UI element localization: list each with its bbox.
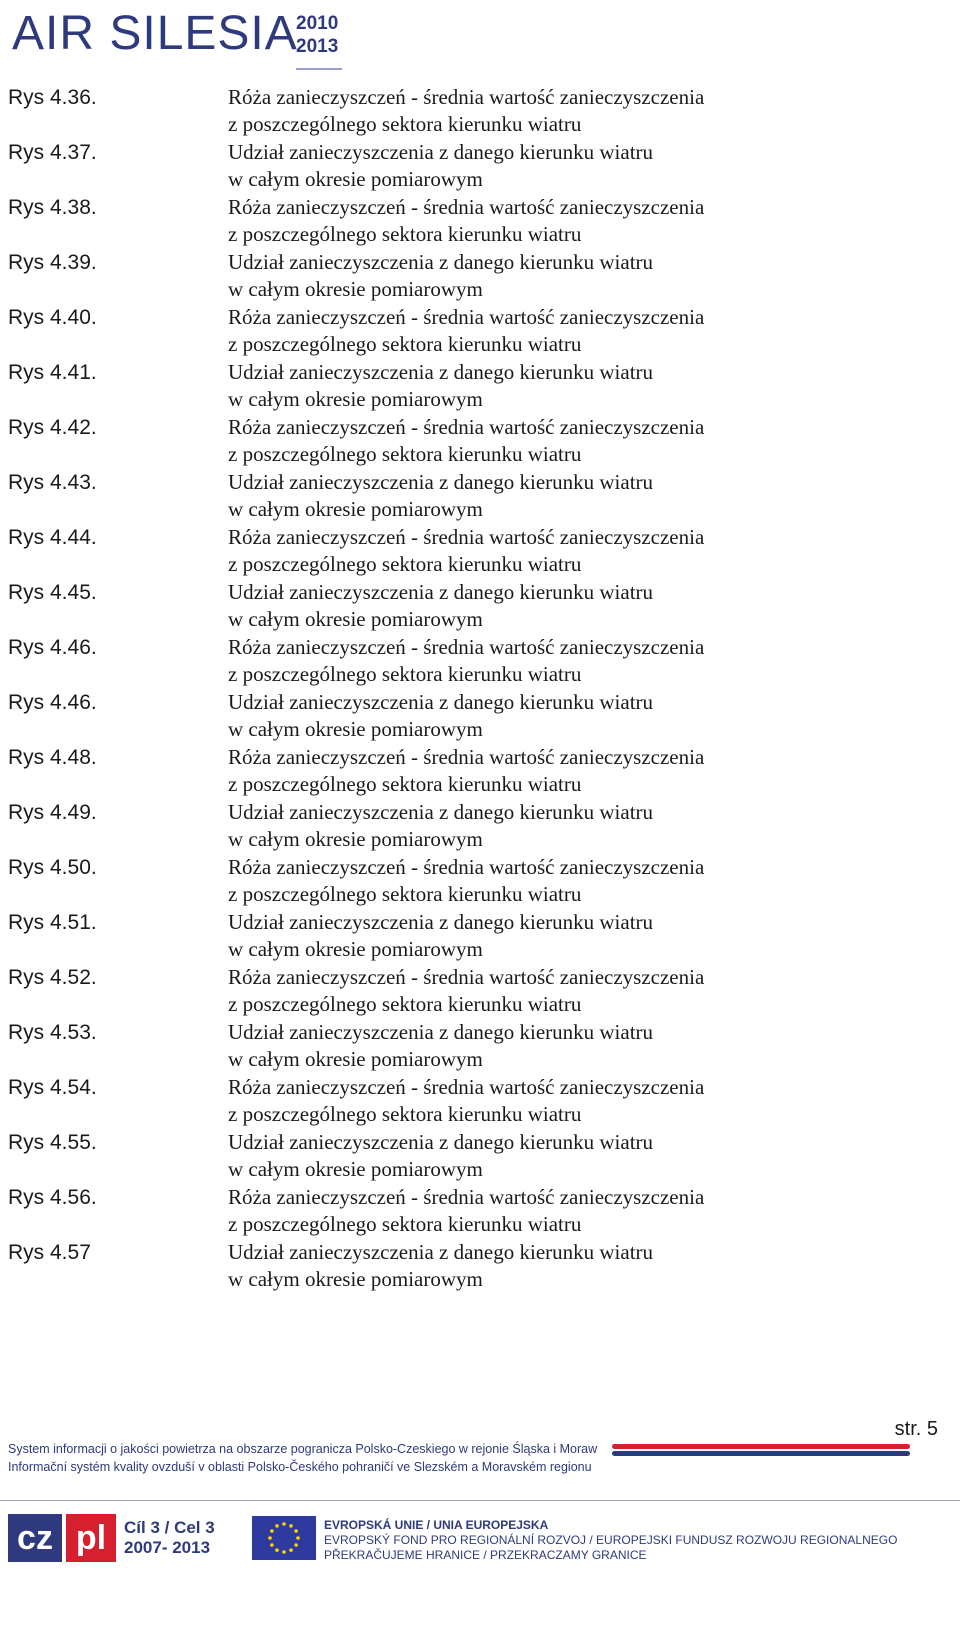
figure-list-item xyxy=(8,1019,908,1074)
header xyxy=(12,4,412,70)
figure-list-item xyxy=(8,84,908,139)
figure-caption xyxy=(228,579,888,633)
figure-caption-line: w całym okresie pomiarowym xyxy=(228,387,483,411)
figure-caption xyxy=(228,689,888,743)
figure-list-item xyxy=(8,689,908,744)
figure-number: Rys 4.37. xyxy=(8,141,97,164)
figure-number: Rys 4.43. xyxy=(8,471,97,494)
figure-caption xyxy=(228,634,888,688)
figure-caption-line: z poszczególnego sektora kierunku wiatru xyxy=(228,442,582,466)
eu-funding-info xyxy=(324,1518,898,1563)
figure-caption-line: w całym okresie pomiarowym xyxy=(228,937,483,961)
figure-caption xyxy=(228,1019,888,1073)
figure-caption xyxy=(228,1239,888,1293)
figure-caption-line: z poszczególnego sektora kierunku wiatru xyxy=(228,222,582,246)
figure-caption xyxy=(228,964,888,1018)
figure-number: Rys 4.41. xyxy=(8,361,97,384)
figure-list-item xyxy=(8,1239,908,1294)
figure-caption xyxy=(228,909,888,963)
figure-caption-line: w całym okresie pomiarowym xyxy=(228,1157,483,1181)
figure-caption xyxy=(228,524,888,578)
air-silesia-logo: AIR SILESIA xyxy=(12,7,298,60)
figure-list-item xyxy=(8,194,908,249)
figure-number: Rys 4.50. xyxy=(8,856,97,879)
figure-caption-line: Udział zanieczyszczenia z danego kierunku wiatru xyxy=(228,1130,654,1154)
figure-caption-line: z poszczególnego sektora kierunku wiatru xyxy=(228,882,582,906)
figure-caption-line: Róża zanieczyszczeń - średnia wartość zanieczyszczenia xyxy=(228,1185,705,1209)
figure-caption-line: Róża zanieczyszczeń - średnia wartość zanieczyszczenia xyxy=(228,745,705,769)
figure-number: Rys 4.54. xyxy=(8,1076,97,1099)
figure-list-item xyxy=(8,634,908,689)
figure-list-item xyxy=(8,1074,908,1129)
cz-pl-logo xyxy=(8,1514,116,1564)
figure-number: Rys 4.49. xyxy=(8,801,97,824)
eu-star-icon xyxy=(282,1550,286,1554)
cz-logo-block: cz xyxy=(8,1514,62,1562)
figure-number: Rys 4.39. xyxy=(8,251,97,274)
figure-caption-line: Udział zanieczyszczenia z danego kierunku wiatru xyxy=(228,360,654,384)
eu-star-icon xyxy=(270,1543,274,1547)
eu-star-icon xyxy=(275,1548,279,1552)
figure-caption-line: Róża zanieczyszczeń - średnia wartość zanieczyszczenia xyxy=(228,525,705,549)
figure-number: Rys 4.40. xyxy=(8,306,97,329)
figure-caption-line: z poszczególnego sektora kierunku wiatru xyxy=(228,772,582,796)
figure-caption-line: Udział zanieczyszczenia z danego kierunku wiatru xyxy=(228,800,654,824)
footer-divider xyxy=(0,1500,960,1501)
figure-caption-line: w całym okresie pomiarowym xyxy=(228,167,483,191)
figure-caption-line: w całym okresie pomiarowym xyxy=(228,827,483,851)
figure-caption-line: w całym okresie pomiarowym xyxy=(228,1267,483,1291)
figure-caption xyxy=(228,139,888,193)
figure-number: Rys 4.51. xyxy=(8,911,97,934)
figure-list-item xyxy=(8,964,908,1019)
figure-caption-line: Róża zanieczyszczeń - średnia wartość zanieczyszczenia xyxy=(228,1075,705,1099)
figure-number: Rys 4.44. xyxy=(8,526,97,549)
figure-list-item xyxy=(8,304,908,359)
figure-list-item xyxy=(8,249,908,304)
footer-info-czech: Informační systém kvality ovzduší v oblasti Polsko-Českého pohraničí ve Slezském a Moravském regionu xyxy=(8,1460,592,1474)
eu-fund-name: EVROPSKÝ FOND PRO REGIONÁLNÍ ROZVOJ / EUROPEJSKI FUNDUSZ ROZWOJU REGIONALNEGO xyxy=(324,1533,898,1547)
eu-star-icon xyxy=(294,1543,298,1547)
figure-list-item xyxy=(8,1129,908,1184)
eu-flag-icon xyxy=(252,1516,316,1560)
eu-star-icon xyxy=(289,1524,293,1528)
footer-stripe-blue xyxy=(612,1451,910,1456)
figure-caption-line: Róża zanieczyszczeń - średnia wartość zanieczyszczenia xyxy=(228,965,705,989)
figure-caption xyxy=(228,304,888,358)
footer-stripe-red xyxy=(612,1444,910,1449)
figure-caption xyxy=(228,799,888,853)
figure-caption xyxy=(228,744,888,798)
figure-caption-line: z poszczególnego sektora kierunku wiatru xyxy=(228,1102,582,1126)
figure-caption xyxy=(228,194,888,248)
figure-caption-line: Róża zanieczyszczeń - średnia wartość zanieczyszczenia xyxy=(228,305,705,329)
program-objective-label: Cíl 3 / Cel 3 xyxy=(124,1518,215,1537)
figure-caption-line: Udział zanieczyszczenia z danego kierunku wiatru xyxy=(228,910,654,934)
figure-caption xyxy=(228,1074,888,1128)
figure-list-item xyxy=(8,469,908,524)
figure-caption-line: z poszczególnego sektora kierunku wiatru xyxy=(228,1212,582,1236)
figure-caption xyxy=(228,249,888,303)
figure-list-item xyxy=(8,744,908,799)
header-divider xyxy=(296,68,342,70)
eu-star-icon xyxy=(289,1548,293,1552)
eu-star-icon xyxy=(270,1529,274,1533)
figure-caption xyxy=(228,469,888,523)
footer-project-info xyxy=(8,1440,598,1476)
eu-star-icon xyxy=(275,1524,279,1528)
figure-caption-line: Udział zanieczyszczenia z danego kierunku wiatru xyxy=(228,1020,654,1044)
figure-list-item xyxy=(8,909,908,964)
figure-number: Rys 4.57 xyxy=(8,1241,91,1264)
eu-star-icon xyxy=(282,1522,286,1526)
figure-number: Rys 4.52. xyxy=(8,966,97,989)
figure-caption-line: z poszczególnego sektora kierunku wiatru xyxy=(228,552,582,576)
eu-star-icon xyxy=(294,1529,298,1533)
figure-caption-line: Róża zanieczyszczeń - średnia wartość zanieczyszczenia xyxy=(228,195,705,219)
figure-number: Rys 4.46. xyxy=(8,636,97,659)
figure-caption xyxy=(228,1129,888,1183)
figure-caption-line: z poszczególnego sektora kierunku wiatru xyxy=(228,332,582,356)
figure-caption-line: Udział zanieczyszczenia z danego kierunku wiatru xyxy=(228,690,654,714)
footer-info-polish: System informacji o jakości powietrza na obszarze pogranicza Polsko-Czeskiego w rejonie Śląska i Moraw xyxy=(8,1442,598,1456)
figure-list-item xyxy=(8,359,908,414)
figure-list-item xyxy=(8,139,908,194)
figure-caption xyxy=(228,854,888,908)
figure-caption-line: w całym okresie pomiarowym xyxy=(228,717,483,741)
figure-caption-line: w całym okresie pomiarowym xyxy=(228,497,483,521)
year-end: 2013 xyxy=(296,36,339,57)
figure-number: Rys 4.55. xyxy=(8,1131,97,1154)
figure-number: Rys 4.42. xyxy=(8,416,97,439)
figure-caption-line: Udział zanieczyszczenia z danego kierunku wiatru xyxy=(228,1240,654,1264)
project-years xyxy=(296,12,338,58)
figure-caption-line: Róża zanieczyszczeń - średnia wartość zanieczyszczenia xyxy=(228,855,705,879)
program-objective xyxy=(124,1518,215,1558)
figure-caption xyxy=(228,359,888,413)
figure-list-item xyxy=(8,854,908,909)
figure-caption-line: Udział zanieczyszczenia z danego kierunku wiatru xyxy=(228,470,654,494)
figure-number: Rys 4.48. xyxy=(8,746,97,769)
figure-caption-line: z poszczególnego sektora kierunku wiatru xyxy=(228,112,582,136)
figure-number: Rys 4.46. xyxy=(8,691,97,714)
program-period: 2007- 2013 xyxy=(124,1538,211,1557)
figure-list-item xyxy=(8,799,908,854)
eu-motto: PŘEKRAČUJEME HRANICE / PRZEKRACZAMY GRANICE xyxy=(324,1548,647,1562)
figure-caption-line: Róża zanieczyszczeń - średnia wartość zanieczyszczenia xyxy=(228,415,705,439)
figure-caption-line: Udział zanieczyszczenia z danego kierunku wiatru xyxy=(228,250,654,274)
figure-caption xyxy=(228,84,888,138)
figure-caption-line: w całym okresie pomiarowym xyxy=(228,607,483,631)
figure-caption-line: z poszczególnego sektora kierunku wiatru xyxy=(228,662,582,686)
figure-list-item xyxy=(8,524,908,579)
figure-caption xyxy=(228,1184,888,1238)
figure-list-item xyxy=(8,1184,908,1239)
figure-caption-line: Udział zanieczyszczenia z danego kierunku wiatru xyxy=(228,140,654,164)
figure-number: Rys 4.38. xyxy=(8,196,97,219)
figure-caption xyxy=(228,414,888,468)
figure-number: Rys 4.53. xyxy=(8,1021,97,1044)
figure-caption-line: w całym okresie pomiarowym xyxy=(228,277,483,301)
figure-caption-line: z poszczególnego sektora kierunku wiatru xyxy=(228,992,582,1016)
pl-logo-block: pl xyxy=(66,1514,116,1562)
figure-list-item xyxy=(8,414,908,469)
figure-caption-line: Udział zanieczyszczenia z danego kierunku wiatru xyxy=(228,580,654,604)
figure-caption-line: w całym okresie pomiarowym xyxy=(228,1047,483,1071)
figure-number: Rys 4.36. xyxy=(8,86,97,109)
figure-number: Rys 4.45. xyxy=(8,581,97,604)
page-number: str. 5 xyxy=(894,1418,938,1440)
figure-list xyxy=(8,84,908,1294)
year-start: 2010 xyxy=(296,13,339,34)
eu-star-icon xyxy=(296,1536,300,1540)
eu-union-name: EVROPSKÁ UNIE / UNIA EUROPEJSKA xyxy=(324,1518,549,1532)
figure-number: Rys 4.56. xyxy=(8,1186,97,1209)
figure-caption-line: Róża zanieczyszczeń - średnia wartość zanieczyszczenia xyxy=(228,635,705,659)
eu-star-icon xyxy=(268,1536,272,1540)
figure-caption-line: Róża zanieczyszczeń - średnia wartość zanieczyszczenia xyxy=(228,85,705,109)
figure-list-item xyxy=(8,579,908,634)
